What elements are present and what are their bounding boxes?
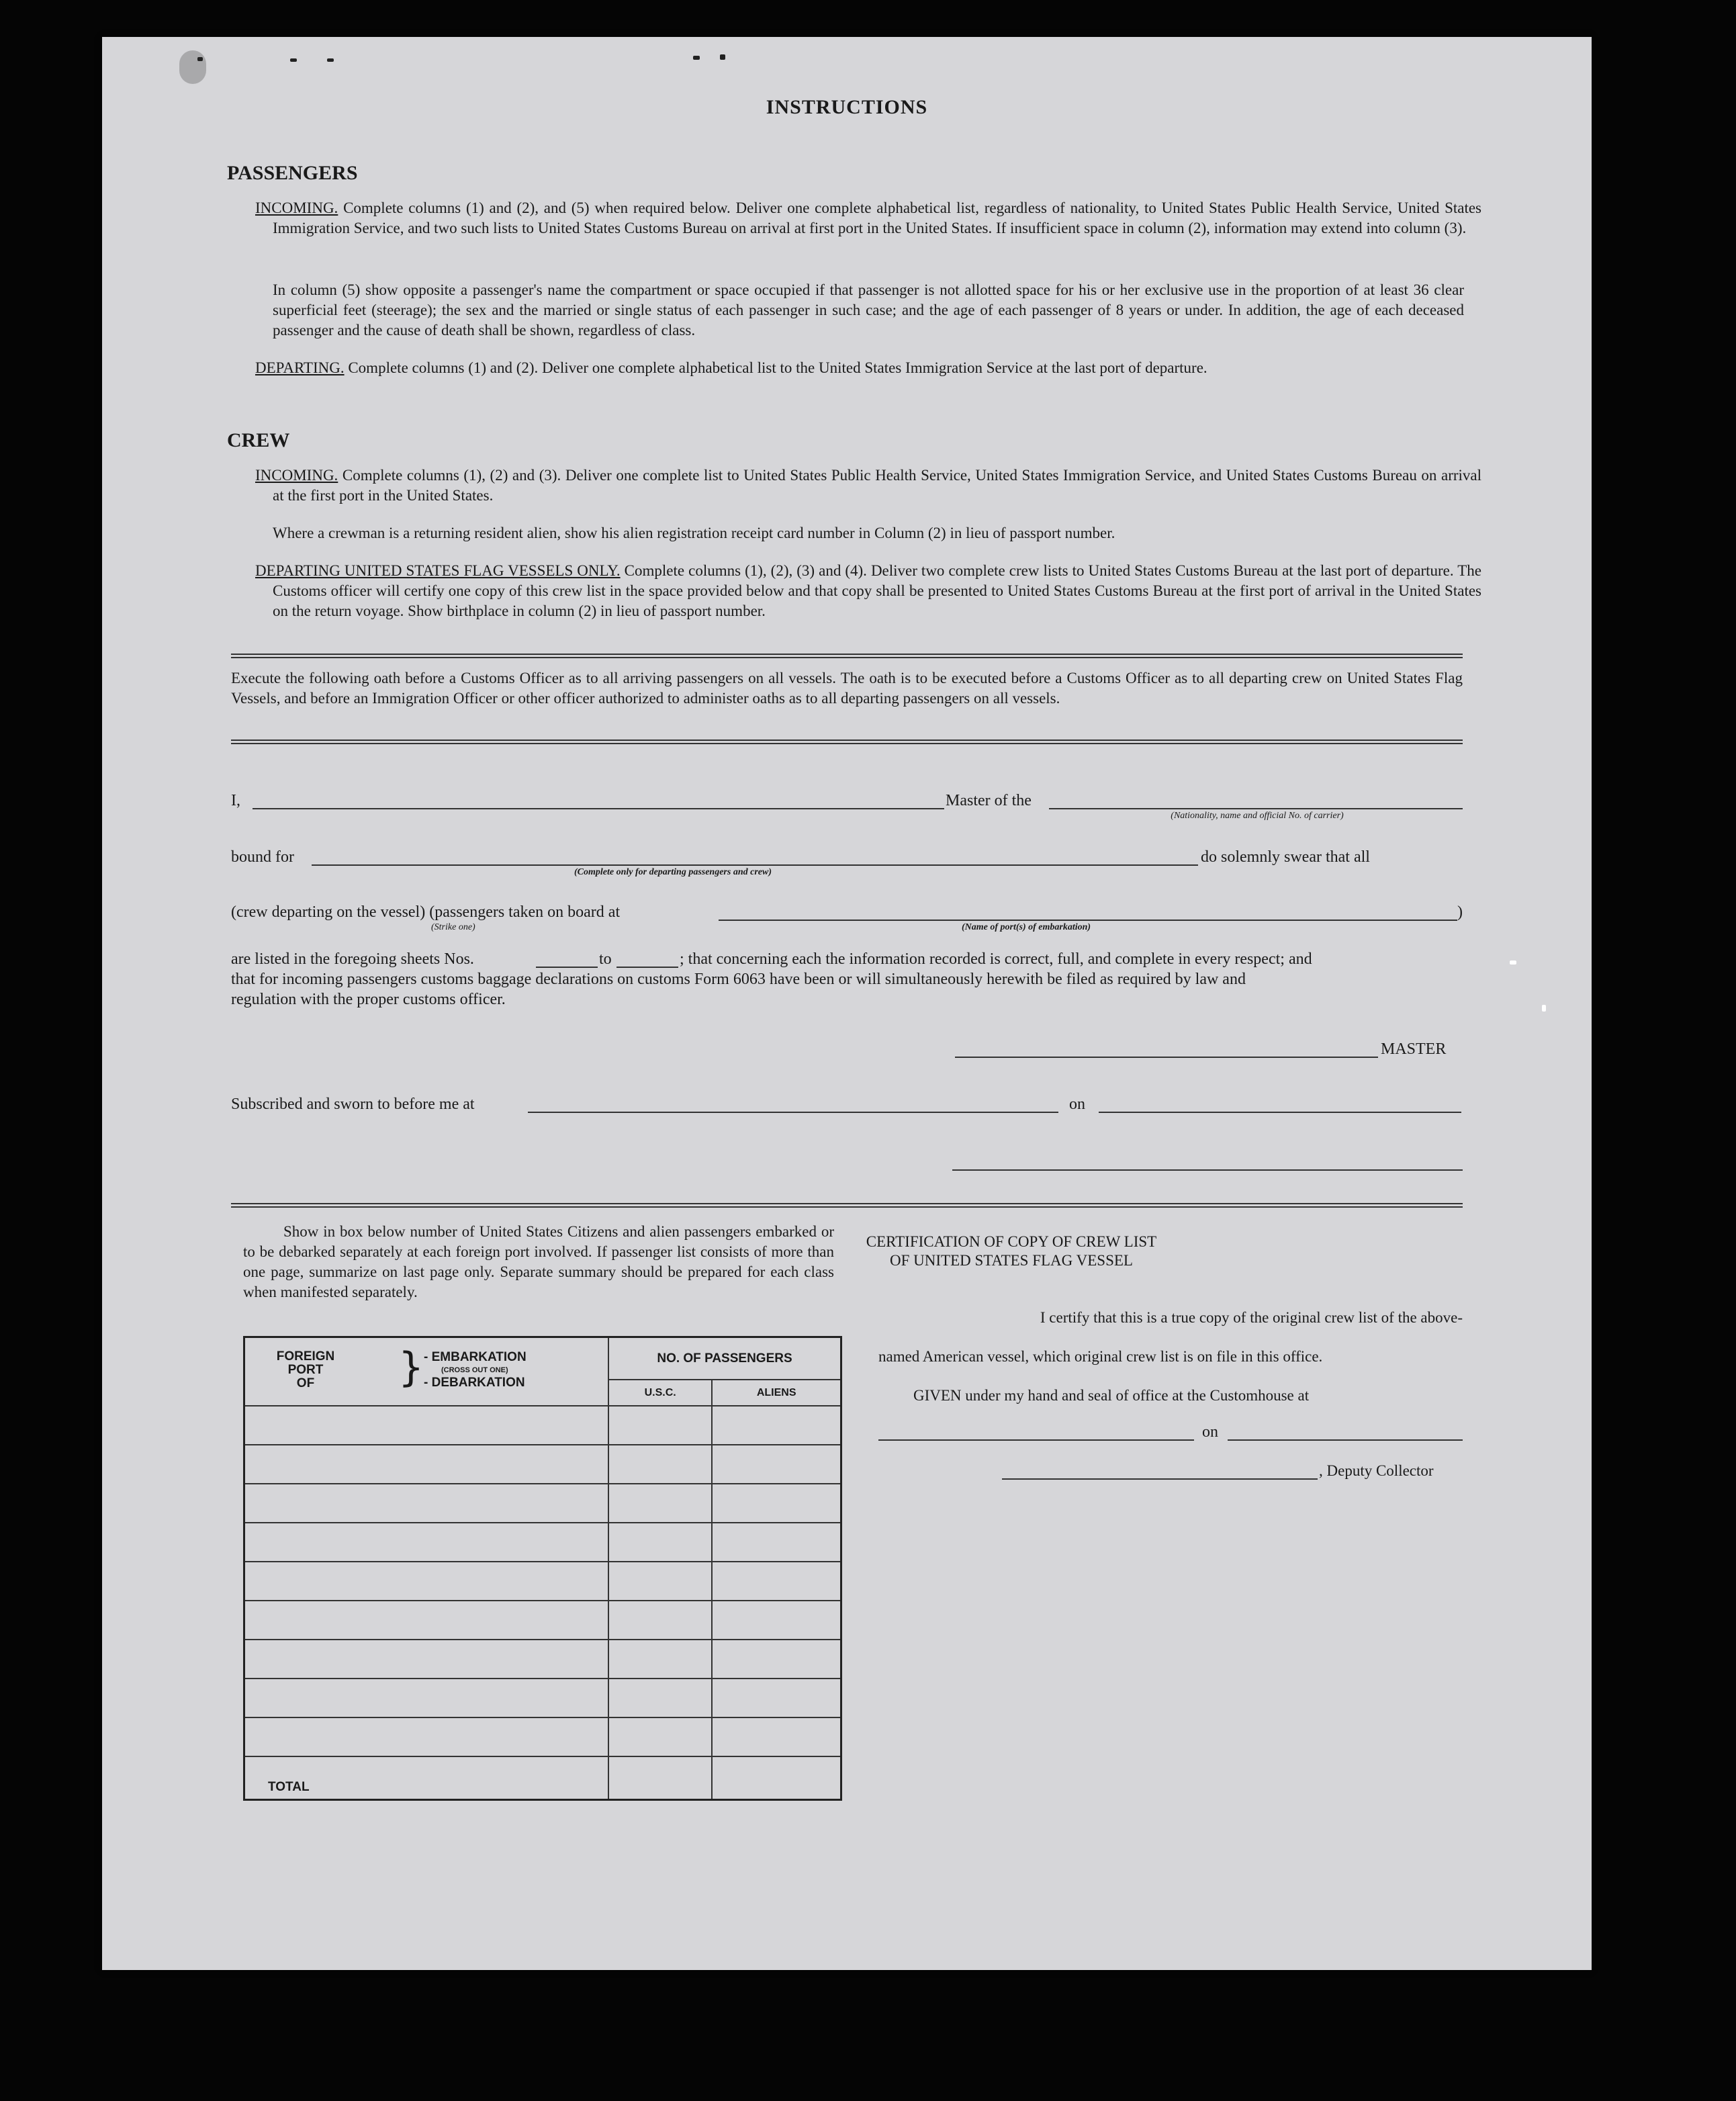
passenger-summary-table xyxy=(243,1336,842,1801)
bound-caption: (Complete only for departing passengers and crew) xyxy=(574,867,772,877)
listed-to: to xyxy=(599,950,612,968)
passengers-heading: PASSENGERS xyxy=(227,162,358,184)
subscribed-date-field[interactable] xyxy=(1099,1112,1461,1113)
scan-blemish xyxy=(179,50,206,84)
passengers-incoming-text: Complete columns (1) and (2), and (5) when required below. Deliver one complete alphabetical list, regardless of nationality, to United States Public Health Service, United States Immigration Service, and two such lists to United States Customs Bureau on arrival at first port in the United States. If insufficient space in column (2), information may extend into column (3). xyxy=(273,199,1482,236)
strike-one: (Strike one) xyxy=(431,922,475,932)
table-row xyxy=(244,1445,841,1484)
aliens-cell[interactable] xyxy=(712,1445,841,1484)
double-rule xyxy=(231,740,1463,744)
passengers-departing-label: DEPARTING. xyxy=(255,359,345,376)
embarkation-label[interactable]: - EMBARKATION xyxy=(424,1350,527,1364)
master-label: MASTER xyxy=(1381,1040,1447,1058)
port-cell[interactable] xyxy=(244,1562,609,1601)
foreign-label: FOREIGN xyxy=(276,1349,335,1364)
cert-on: on xyxy=(1202,1423,1218,1441)
port-cell[interactable] xyxy=(244,1640,609,1679)
certify-line-2: named American vessel, which original crew list is on file in this office. xyxy=(878,1348,1323,1365)
aliens-cell[interactable] xyxy=(712,1679,841,1717)
officer-signature-field[interactable] xyxy=(952,1169,1463,1171)
usc-cell[interactable] xyxy=(608,1562,712,1601)
deputy-signature-field[interactable] xyxy=(1002,1478,1318,1480)
usc-cell[interactable] xyxy=(608,1484,712,1523)
crew-departing-text: Complete columns (1), (2), (3) and (4). Deliver two complete crew lists to United States Customs Bureau at the last port of departure. The Customs officer will certify one copy of this crew list in the space provided below and that copy shall be presented to United States Customs Bureau at the first port of arrival in the United States on the return voyage. Show birthplace in column (2) in lieu of passport number. xyxy=(273,562,1482,619)
double-rule xyxy=(231,1203,1463,1208)
certification-title xyxy=(716,1233,1307,1270)
subscribed-on: on xyxy=(1069,1096,1085,1113)
no-of-passengers-header: NO. OF PASSENGERS xyxy=(608,1337,841,1380)
listed-line-3: regulation with the proper customs officer. xyxy=(231,991,506,1008)
of-label: OF xyxy=(296,1376,315,1390)
scan-speck xyxy=(1542,1005,1546,1012)
certify-line-3: GIVEN under my hand and seal of office at the Customhouse at xyxy=(913,1387,1310,1404)
sheet-to-field[interactable] xyxy=(616,967,678,968)
table-row xyxy=(244,1717,841,1756)
total-row xyxy=(244,1756,841,1800)
usc-header: U.S.C. xyxy=(608,1380,712,1406)
port-cell[interactable] xyxy=(244,1523,609,1562)
certify-line-1: I certify that this is a true copy of the original crew list of the above- xyxy=(1040,1309,1463,1326)
aliens-cell[interactable] xyxy=(712,1717,841,1756)
usc-total-cell[interactable] xyxy=(608,1756,712,1800)
debarkation-label[interactable]: - DEBARKATION xyxy=(424,1376,525,1390)
table-row xyxy=(244,1562,841,1601)
master-name-field[interactable] xyxy=(253,808,944,809)
port-header-cell xyxy=(244,1337,609,1406)
close-paren: ) xyxy=(1457,903,1463,921)
port-caption: (Name of port(s) of embarkation) xyxy=(962,922,1091,932)
subscribed-place-field[interactable] xyxy=(528,1112,1058,1113)
port-cell[interactable] xyxy=(244,1717,609,1756)
aliens-cell[interactable] xyxy=(712,1523,841,1562)
brace-icon: } xyxy=(398,1344,424,1391)
table-row xyxy=(244,1484,841,1523)
carrier-caption: (Nationality, name and official No. of carrier) xyxy=(1171,811,1344,821)
usc-cell[interactable] xyxy=(608,1640,712,1679)
usc-cell[interactable] xyxy=(608,1717,712,1756)
aliens-total-cell[interactable] xyxy=(712,1756,841,1800)
port-cell[interactable] xyxy=(244,1601,609,1640)
crew-departing xyxy=(255,561,1481,621)
listed-continue: ; that concerning each the information recorded is correct, full, and complete in every respect; and xyxy=(680,950,1312,968)
embark-port-field[interactable] xyxy=(719,920,1457,921)
crew-departing-phrase: (crew departing on the vessel) (passengers taken on board at xyxy=(231,903,621,921)
certification-title-line-1: CERTIFICATION OF COPY OF CREW LIST xyxy=(866,1233,1157,1250)
scan-speck xyxy=(1510,960,1516,965)
crew-incoming-text: Complete columns (1), (2) and (3). Deliver one complete list to United States Public Health Service, United States Immigration Service, and United States Customs Bureau on arrival at the first port in the United States. xyxy=(273,467,1481,504)
scan-speck xyxy=(327,58,334,62)
passengers-incoming xyxy=(255,198,1481,238)
crew-departing-label: DEPARTING UNITED STATES FLAG VESSELS ONLY. xyxy=(255,562,621,579)
aliens-cell[interactable] xyxy=(712,1601,841,1640)
subscribed-text: Subscribed and sworn to before me at xyxy=(231,1096,475,1113)
usc-cell[interactable] xyxy=(608,1406,712,1445)
scan-speck xyxy=(290,58,297,62)
total-label: TOTAL xyxy=(244,1756,609,1800)
cert-date-field[interactable] xyxy=(1228,1439,1463,1441)
sheet-from-field[interactable] xyxy=(536,967,598,968)
master-of-the: Master of the xyxy=(946,792,1032,809)
bound-for-field[interactable] xyxy=(312,864,1198,866)
scan-speck xyxy=(197,57,203,61)
table-row xyxy=(244,1406,841,1445)
passengers-column5: In column (5) show opposite a passenger's name the compartment or space occupied if that passenger is not allotted space for his or her exclusive use in the proportion of at least 36 clear superficial feet (steerage); the sex and the married or single status of each passenger in such case; and the age of each passenger of 8 years or under. In addition, the age of each deceased passenger and the cause of death shall be shown, regardless of class. xyxy=(273,281,1464,339)
port-cell[interactable] xyxy=(244,1406,609,1445)
aliens-cell[interactable] xyxy=(712,1640,841,1679)
port-label: PORT xyxy=(287,1363,324,1377)
customhouse-field[interactable] xyxy=(878,1439,1194,1441)
table-row xyxy=(244,1601,841,1640)
cross-out-label: (CROSS OUT ONE) xyxy=(441,1366,508,1374)
usc-cell[interactable] xyxy=(608,1679,712,1717)
aliens-cell[interactable] xyxy=(712,1484,841,1523)
crew-heading: CREW xyxy=(227,429,290,451)
foreign-port-of xyxy=(272,1350,339,1390)
usc-cell[interactable] xyxy=(608,1445,712,1484)
passengers-departing xyxy=(255,358,1481,378)
crew-alien: Where a crewman is a returning resident alien, show his alien registration receipt card number in Column (2) in lieu of passport number. xyxy=(273,525,1115,541)
double-rule xyxy=(231,654,1463,658)
carrier-field[interactable] xyxy=(1049,808,1463,809)
listed-line-2: that for incoming passengers customs baggage declarations on customs Form 6063 have been or will simultaneously herewith be filed as required by law and xyxy=(231,971,1246,988)
port-cell[interactable] xyxy=(244,1445,609,1484)
summary-instructions: Show in box below number of United States Citizens and alien passengers embarked or to be debarked separately at each foreign port involved. If passenger list consists of more than one page, summarize on last page only. Separate summary should be prepared for each class when manifested separately. xyxy=(243,1223,834,1300)
form-page xyxy=(102,37,1592,1970)
swear-text: do solemnly swear that all xyxy=(1201,848,1370,866)
table-row xyxy=(244,1679,841,1717)
port-cell[interactable] xyxy=(244,1679,609,1717)
usc-cell[interactable] xyxy=(608,1601,712,1640)
table-header-row xyxy=(244,1337,841,1380)
scan-speck xyxy=(693,56,700,60)
passengers-departing-text: Complete columns (1) and (2). Deliver one complete alphabetical list to the United States Immigration Service at the last port of departure. xyxy=(348,359,1207,376)
page-title: INSTRUCTIONS xyxy=(766,96,928,118)
usc-cell[interactable] xyxy=(608,1523,712,1562)
aliens-cell[interactable] xyxy=(712,1562,841,1601)
crew-incoming xyxy=(255,465,1481,506)
master-signature-field[interactable] xyxy=(955,1057,1378,1058)
certification-title-line-2: OF UNITED STATES FLAG VESSEL xyxy=(890,1252,1133,1269)
listed-start: are listed in the foregoing sheets Nos. xyxy=(231,950,474,968)
deputy-collector: , Deputy Collector xyxy=(1319,1462,1434,1479)
bound-for: bound for xyxy=(231,848,294,866)
oath-instructions: Execute the following oath before a Customs Officer as to all arriving passengers on all vessels. The oath is to be executed before a Customs Officer as to all departing crew on United States Flag Vessels, and before an Immigration Officer or other officer authorized to administer oaths as to all departing passengers on all vessels. xyxy=(231,670,1463,707)
scan-speck xyxy=(720,54,725,60)
table-row xyxy=(244,1640,841,1679)
aliens-header: ALIENS xyxy=(712,1380,841,1406)
table-row xyxy=(244,1523,841,1562)
aliens-cell[interactable] xyxy=(712,1406,841,1445)
crew-incoming-label: INCOMING. xyxy=(255,467,338,484)
oath-i: I, xyxy=(231,792,240,809)
passengers-incoming-label: INCOMING. xyxy=(255,199,338,216)
port-cell[interactable] xyxy=(244,1484,609,1523)
